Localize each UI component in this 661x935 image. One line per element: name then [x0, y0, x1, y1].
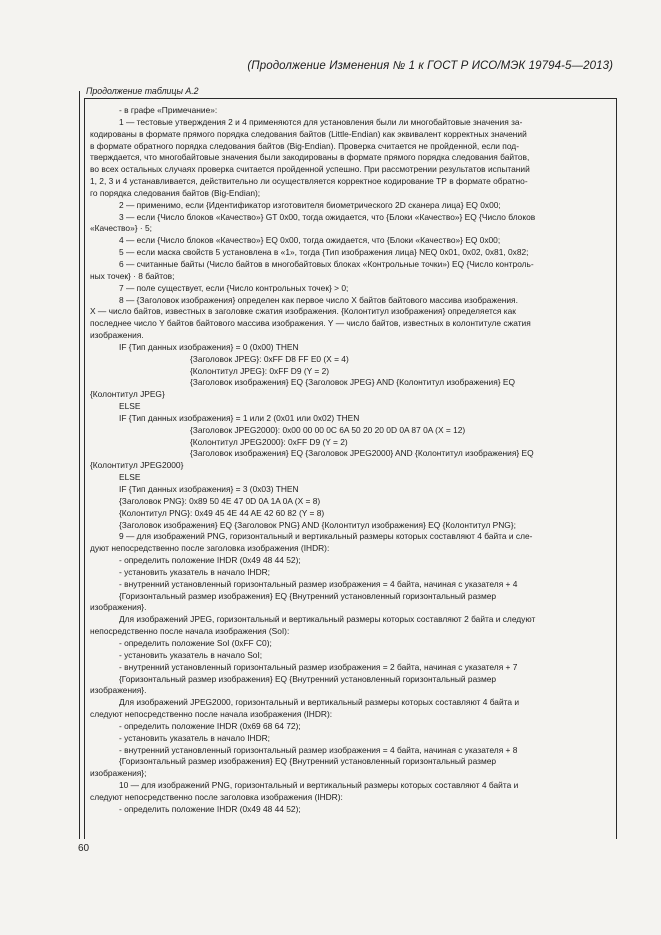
text-line: «Качество»} · 5; [90, 223, 152, 234]
table-continuation-label: Продолжение таблицы А.2 [86, 86, 199, 96]
text-line: 1 — тестовые утверждения 2 и 4 применяются для установления были ли многобайтовые значения за- [119, 116, 523, 127]
text-line: {Горизонтальный размер изображения} EQ {Внутренний установленный горизонтальный размер [119, 756, 497, 767]
text-line: во всех остальных случаях проверка считается пройденной успешно. При рассмотрении результатов испытаний [90, 164, 530, 175]
text-line: изображения}; [90, 768, 147, 779]
text-line: {Горизонтальный размер изображения} EQ {Внутренний установленный горизонтальный размер [119, 673, 497, 684]
text-line: изображения}. [90, 602, 147, 613]
text-line: 3 — если {Число блоков «Качество»} GT 0x00, тогда ожидается, что {Блоки «Качество»} EQ {Число блоков [119, 211, 536, 222]
text-line: {Заголовок JPEG2000}: 0x00 00 00 0C 6A 50 20 20 0D 0A 87 0A (X = 12) [190, 424, 466, 435]
text-line: непосредственно после начала изображения (SoI): [90, 626, 290, 637]
text-line: ELSE [119, 401, 141, 412]
text-line: тверждается, что многобайтовые значения были закодированы в формате прямого порядка следования байтов, [90, 152, 530, 163]
text-line: X — число байтов, известных в заголовке сжатия изображения. {Колонтитул изображения} определяется как [90, 306, 516, 317]
text-line: ELSE [119, 472, 141, 483]
text-line: - внутренний установленный горизонтальный размер изображения = 4 байта, начиная с указателя + 8 [119, 744, 518, 755]
text-line: - определить положение IHDR (0x49 48 44 52); [119, 555, 301, 566]
text-line: в формате обратного порядка следования байтов (Big-Endian). Проверка считается не пройденной, если под- [90, 140, 519, 151]
text-line: - определить положение IHDR (0x69 68 64 72); [119, 720, 301, 731]
frame-left-inner-line [84, 98, 85, 839]
text-line: следуют непосредственно после начала изображения (IHDR): [90, 709, 333, 720]
text-line: {Колонтитул JPEG} [90, 389, 165, 400]
text-line: Для изображений JPEG, горизонтальный и вертикальный размеры которых составляют 2 байта и следуют [119, 614, 536, 625]
text-line: последнее число Y байтов байтового массива изображения. Y — число байтов, известных в колонтитуле сжатия [90, 318, 531, 329]
text-line: ных точек} · 8 байтов; [90, 270, 175, 281]
text-line: - определить положение IHDR (0x49 48 44 52); [119, 803, 301, 814]
text-line: IF {Тип данных изображения} = 3 (0x03) THEN [119, 484, 299, 494]
text-line: - установить указатель в начало SoI; [119, 649, 263, 660]
text-line: дуют непосредственно после заголовка изображения (IHDR): [90, 543, 330, 554]
text-line: 10 — для изображений PNG, горизонтальный и вертикальный размеры которых составляют 4 байта и [119, 780, 519, 791]
text-line: {Заголовок изображения} EQ {Заголовок JPEG} AND {Колонтитул изображения} EQ [190, 377, 515, 388]
text-line: 2 — применимо, если {Идентификатор изготовителя биометрического 2D сканера лица} EQ 0x00; [119, 199, 501, 210]
text-line: Для изображений JPEG2000, горизонтальный и вертикальный размеры которых составляют 4 байта и [119, 697, 520, 708]
text-line: 4 — если {Число блоков «Качество»} EQ 0x00, тогда ожидается, что {Блоки «Качество»} EQ 0x00; [119, 235, 501, 246]
text-line: - определить положение SoI (0xFF C0); [119, 637, 272, 648]
frame-left-outer-line [79, 91, 80, 839]
text-line: изображения}. [90, 685, 147, 696]
text-line: 7 — поле существует, если {Число контрольных точек} > 0; [119, 282, 349, 293]
frame-right-line [616, 98, 617, 839]
text-line: - установить указатель в начало IHDR; [119, 732, 271, 743]
document-header: (Продолжение Изменения № 1 к ГОСТ Р ИСО/МЭК 19794-5—2013) [247, 60, 613, 72]
text-line: {Горизонтальный размер изображения} EQ {Внутренний установленный горизонтальный размер [119, 590, 497, 601]
text-line: - установить указатель в начало IHDR; [119, 566, 271, 577]
text-line: - внутренний установленный горизонтальный размер изображения = 4 байта, начиная с указателя + 4 [119, 578, 518, 589]
text-line: {Заголовок изображения} EQ {Заголовок PNG} AND {Колонтитул изображения} EQ {Колонтитул PNG}; [119, 519, 516, 530]
text-line: 5 — если маска свойств 5 установлена в «1», тогда {Тип изображения лица} NEQ 0x01, 0x02, 0x81, 0x82; [119, 247, 529, 258]
text-line: го порядка следования байтов (Big-Endian); [90, 187, 261, 198]
text-line: кодированы в формате прямого порядка следования байтов (Little-Endian) как эквивалент корректных значений [90, 128, 527, 139]
frame-top-line [84, 98, 617, 99]
text-line: {Заголовок PNG}: 0x89 50 4E 47 0D 0A 1A 0A (X = 8) [119, 495, 321, 506]
text-line: - в графе «Примечание»: [119, 105, 218, 115]
text-line: 8 — {Заголовок изображения} определен как первое число X байтов байтового массива изображения. [119, 294, 518, 305]
text-line: {Колонтитул JPEG2000} [90, 460, 184, 471]
text-line: {Заголовок JPEG}: 0xFF D8 FF E0 (X = 4) [190, 353, 349, 364]
text-line: 6 — считанные байты (Число байтов в многобайтовых блоках «Контрольные точки») EQ {Число контроль- [119, 258, 534, 269]
text-line: {Колонтитул JPEG2000}: 0xFF D9 (Y = 2) [190, 436, 348, 447]
table-cell-content [90, 105, 612, 816]
text-line: {Колонтитул PNG}: 0x49 45 4E 44 AE 42 60 82 (Y = 8) [119, 507, 325, 518]
page-number: 60 [78, 843, 90, 854]
text-line: IF {Тип данных изображения} = 1 или 2 (0x01 или 0x02) THEN [119, 412, 360, 423]
text-line: 1, 2, 3 и 4 устанавливается, действительно ли осуществляется корректное кодирование ТР в формате обратно- [90, 176, 528, 187]
text-line: 9 — для изображений PNG, горизонтальный и вертикальный размеры которых составляют 4 байта и сле- [119, 531, 533, 542]
text-line: изображения. [90, 330, 144, 341]
text-line: следуют непосредственно после заголовка изображения (IHDR): [90, 791, 343, 802]
text-line: {Заголовок изображения} EQ {Заголовок JPEG2000} AND {Колонтитул изображения} EQ [190, 448, 534, 459]
text-line: IF {Тип данных изображения} = 0 (0x00) THEN [119, 341, 299, 352]
text-line: - внутренний установленный горизонтальный размер изображения = 2 байта, начиная с указателя + 7 [119, 661, 518, 672]
text-line: {Колонтитул JPEG}: 0xFF D9 (Y = 2) [190, 365, 330, 376]
